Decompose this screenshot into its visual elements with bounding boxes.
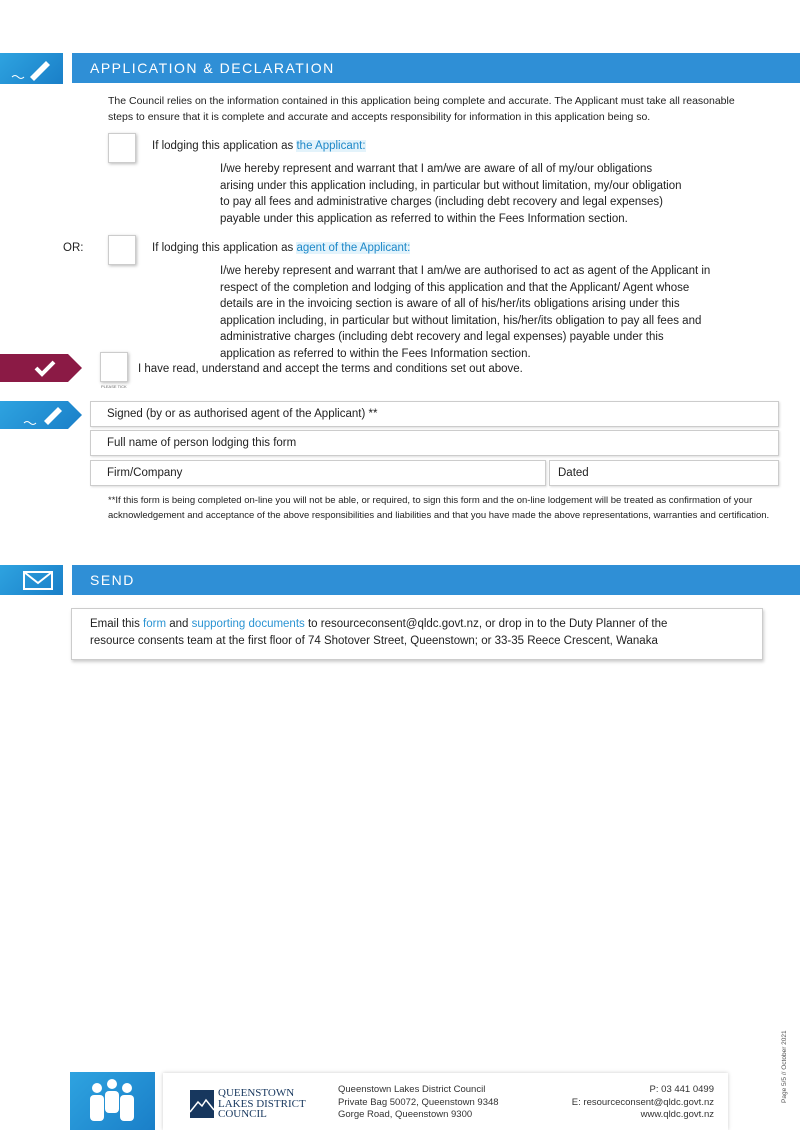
option-applicant-body: I/we hereby represent and warrant that I am/we are aware of all of my/our obligations arising under this application including, in particular but without limitation, my/our obligation to pay all fees and administrative charges (including debt recovery and legal expenses) payable under this application as referred to within the Fees Information section. bbox=[220, 163, 682, 225]
pen-icon bbox=[0, 53, 63, 84]
accept-checkbox[interactable] bbox=[100, 352, 128, 382]
agent-checkbox[interactable] bbox=[108, 235, 136, 265]
firm-field[interactable]: Firm/Company bbox=[90, 460, 546, 486]
form-link[interactable]: form bbox=[143, 618, 167, 630]
section-title-send: SEND bbox=[72, 565, 800, 595]
signature-pen-icon bbox=[0, 401, 82, 429]
footer-contact: P: 03 441 0499 E: resourceconsent@qldc.govt.nz www.qldc.govt.nz bbox=[571, 1084, 714, 1120]
please-tick-label: PLEASE TICK bbox=[101, 384, 127, 389]
send-text: Email this form and supporting documents to resourceconsent@qldc.govt.nz, or drop in to the Duty Planner of the resource consents team at the first floor of 74 Shotover Street, Queenstown; or 33-35 Reece Crescent, Wanaka bbox=[90, 618, 668, 647]
footnote: **If this form is being completed on-line you will not be able, or required, to sign this form and the on-line lodgement will be treated as confirmation of your acknowledgement and acceptance of the above responsibilities and liabilities and that you have made the above representations, warranties and certification. bbox=[108, 495, 770, 521]
qldc-logo bbox=[190, 1090, 214, 1118]
qldc-logo-text: QUEENSTOWN LAKES DISTRICT COUNCIL bbox=[218, 1087, 306, 1120]
page-number: Page 5/5 // October 2021 bbox=[781, 1030, 788, 1103]
or-label: OR: bbox=[63, 242, 84, 254]
supporting-documents-link[interactable]: supporting documents bbox=[191, 618, 305, 630]
option-agent-body: I/we hereby represent and warrant that I am/we are authorised to act as agent of the Applicant in respect of the completion and lodging of this application and that the Applicant/ Agent whose details are in the invoicing section is aware of all of his/her/its obligations arising under this application including, in particular but without limitation, his/her/its obligation to pay all fees and administrative charges (including debt recovery and legal expenses) payable under this application as referred to within the Fees Information section. bbox=[220, 265, 711, 360]
footer-address: Queenstown Lakes District Council Private Bag 50072, Queenstown 9348 Gorge Road, Queenstown 9300 bbox=[338, 1084, 499, 1120]
intro-text: The Council relies on the information contained in this application being complete and accurate. The Applicant must take all reasonable steps to ensure that it is complete and accurate and accepts responsibility for information in this application being so. bbox=[108, 95, 735, 123]
accept-label: I have read, understand and accept the terms and conditions set out above. bbox=[138, 363, 523, 375]
envelope-icon bbox=[0, 565, 63, 595]
checkmark-icon bbox=[0, 354, 82, 382]
section-title-declaration: APPLICATION & DECLARATION bbox=[72, 53, 800, 83]
option-applicant-label: If lodging this application as the Applicant: bbox=[152, 140, 366, 152]
fullname-field[interactable]: Full name of person lodging this form bbox=[90, 430, 779, 456]
applicant-checkbox[interactable] bbox=[108, 133, 136, 163]
people-icon bbox=[70, 1072, 155, 1130]
option-agent-label: If lodging this application as agent of the Applicant: bbox=[152, 242, 411, 254]
dated-field[interactable]: Dated bbox=[549, 460, 779, 486]
signed-field[interactable]: Signed (by or as authorised agent of the Applicant) ** bbox=[90, 401, 779, 427]
